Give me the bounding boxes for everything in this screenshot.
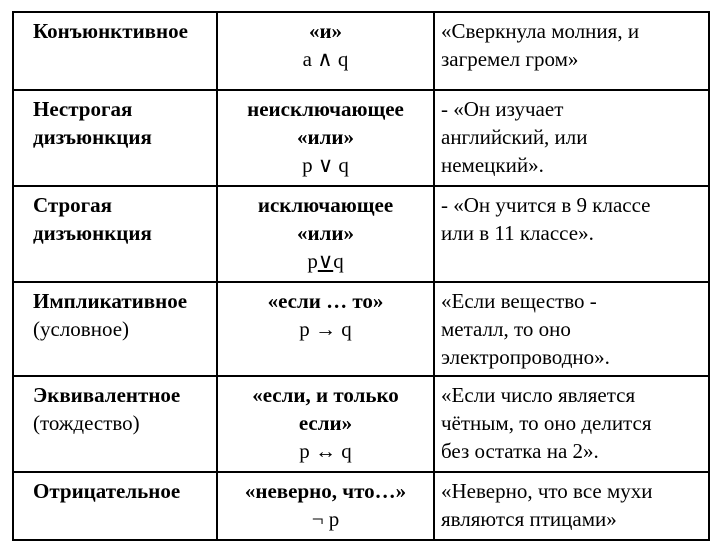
table-row bbox=[13, 186, 709, 282]
example-line: - «Он изучает bbox=[441, 97, 564, 121]
formula: p ↔ q bbox=[299, 439, 352, 463]
operation-name-cell bbox=[13, 376, 217, 472]
formula: a ∧ q bbox=[302, 47, 349, 71]
connective-cell bbox=[217, 472, 434, 540]
example-cell bbox=[434, 12, 709, 90]
formula bbox=[222, 247, 429, 275]
example-line: немецкий». bbox=[441, 153, 544, 177]
connective-word: «или» bbox=[297, 221, 354, 245]
operation-name-cell bbox=[13, 90, 217, 186]
example-line: без остатка на 2». bbox=[441, 439, 599, 463]
example-line: или в 11 классе». bbox=[441, 221, 594, 245]
logic-operations-table bbox=[12, 11, 710, 541]
connective-word: «или» bbox=[297, 125, 354, 149]
example-cell bbox=[434, 282, 709, 376]
connective-word: «если … то» bbox=[267, 289, 384, 313]
connective-cell bbox=[217, 90, 434, 186]
operation-name: дизъюнкция bbox=[33, 125, 152, 149]
operation-subname: (тождество) bbox=[33, 411, 140, 435]
example-line: чётным, то оно делится bbox=[441, 411, 652, 435]
operation-name-cell bbox=[13, 472, 217, 540]
example-line: английский, или bbox=[441, 125, 588, 149]
example-line: «Сверкнула молния, и bbox=[441, 19, 640, 43]
connective-word: «если, и только bbox=[252, 383, 399, 407]
connective-cell bbox=[217, 12, 434, 90]
connective-word: «неверно, что…» bbox=[244, 479, 407, 503]
formula: ¬ p bbox=[311, 507, 340, 531]
example-line: - «Он учится в 9 классе bbox=[441, 193, 651, 217]
example-cell bbox=[434, 472, 709, 540]
strict-or-symbol: ∨ bbox=[317, 249, 334, 273]
operation-name: Строгая bbox=[33, 193, 113, 217]
example-line: металл, то оно bbox=[441, 317, 571, 341]
table-row bbox=[13, 376, 709, 472]
formula-left: p bbox=[307, 249, 318, 273]
table-row bbox=[13, 472, 709, 540]
operation-subname: (условное) bbox=[33, 317, 130, 341]
connective-word: «и» bbox=[308, 19, 343, 43]
connective-cell bbox=[217, 186, 434, 282]
formula-right: q bbox=[333, 249, 344, 273]
operation-name: Эквивалентное bbox=[33, 383, 181, 407]
connective-word: неисключающее bbox=[247, 97, 404, 121]
connective-word: если» bbox=[298, 411, 353, 435]
operation-name: дизъюнкция bbox=[33, 221, 152, 245]
example-cell bbox=[434, 90, 709, 186]
example-line: являются птицами» bbox=[441, 507, 617, 531]
operation-name: Нестрогая bbox=[33, 97, 133, 121]
table-row bbox=[13, 90, 709, 186]
table-row bbox=[13, 12, 709, 90]
formula: p → q bbox=[299, 317, 352, 341]
example-line: «Неверно, что все мухи bbox=[441, 479, 653, 503]
example-cell bbox=[434, 376, 709, 472]
operation-name-cell bbox=[13, 12, 217, 90]
example-line: загремел гром» bbox=[441, 47, 579, 71]
operation-name: Импликативное bbox=[33, 289, 188, 313]
operation-name-cell bbox=[13, 186, 217, 282]
example-line: «Если вещество - bbox=[441, 289, 597, 313]
example-cell bbox=[434, 186, 709, 282]
example-line: электропроводно». bbox=[441, 345, 610, 369]
operation-name: Конъюнктивное bbox=[33, 19, 188, 43]
formula: p ∨ q bbox=[302, 153, 349, 177]
operation-name-cell bbox=[13, 282, 217, 376]
table-row bbox=[13, 282, 709, 376]
connective-cell bbox=[217, 282, 434, 376]
connective-cell bbox=[217, 376, 434, 472]
connective-word: исключающее bbox=[257, 193, 394, 217]
operation-name: Отрицательное bbox=[33, 479, 181, 503]
example-line: «Если число является bbox=[441, 383, 636, 407]
